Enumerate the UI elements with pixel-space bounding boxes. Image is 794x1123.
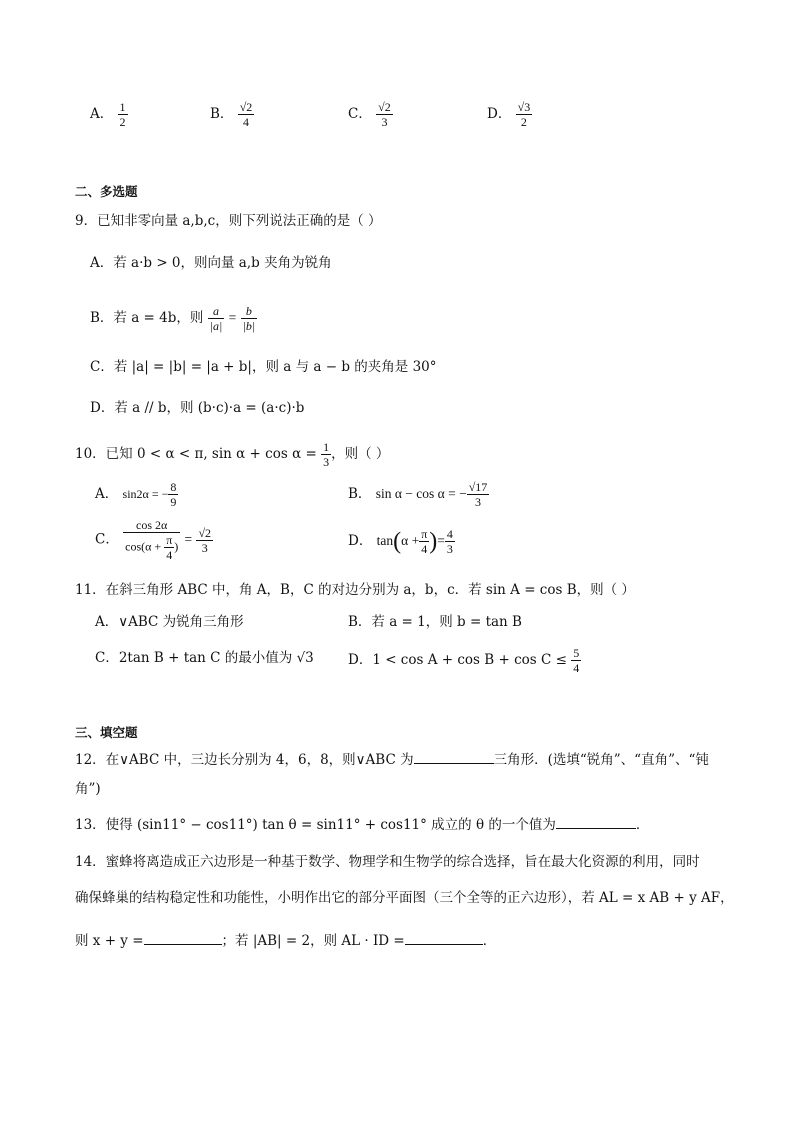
q11-option-b: B．若 a = 1，则 b = tan B: [348, 614, 522, 630]
q10-option-d: D． tan(α + $\frac{\pi}{4}$ )= $\frac{4}{3}$: [348, 527, 453, 556]
q9-option-c: C．若 |a| = |b| = |a + b|，则 a 与 a − b 的夹角是 30°: [90, 359, 437, 375]
q10-c-fraction-right: $\frac{√2}{3}$: [198, 525, 212, 555]
q8-option-c-fraction: $\frac{√2}{3}$: [378, 100, 391, 129]
q12-line1: 12．在∨ABC 中，三边长分别为 4，6，8，则∨ABC 为 三角形．(选填“锐角”、“直角”、“钝: [75, 749, 709, 770]
q8-option-b: B． $\frac{√2}{4}$: [210, 100, 253, 129]
q10-stem-fraction: $\frac{1}{3}$: [323, 440, 330, 469]
q8-option-c: C． $\frac{√2}{3}$: [348, 100, 391, 129]
q9-stem: 9．已知非零向量 a,b,c，则下列说法正确的是（ ）: [75, 213, 382, 229]
q9-option-a: A．若 a·b > 0，则向量 a,b 夹角为锐角: [90, 255, 332, 271]
q12-line2: 角”): [75, 781, 101, 797]
q13-line: 13．使得 (sin11° − cos11°) tan θ = sin11° + cos11° 成立的 θ 的一个值为 ．: [75, 814, 649, 835]
q9-option-d: D．若 a // b，则 (b·c)·a = (a·c)·b: [90, 400, 305, 416]
q10-stem: 10．已知 0 < α < π, sin α + cos α = $\frac{1}{3}$ ，则（ ）: [75, 440, 390, 469]
q9-option-b: B．若 a = 4b，则 $\frac{a}{|a|}$ = $\frac{b}{|b|}$: [90, 304, 256, 333]
q11-option-c: C．2tan B + tan C 的最小值为 √3: [95, 650, 314, 666]
q11-option-d: D．1 < cos A + cos B + cos C ≤ $\frac{5}{4}$: [348, 646, 580, 675]
q13-answer-blank[interactable]: [556, 814, 636, 829]
q8-option-d: D． $\frac{√3}{2}$: [487, 100, 531, 129]
section-heading-fill-in: 三、填空题: [75, 725, 138, 740]
q11-d-fraction: $\frac{5}{4}$: [573, 646, 580, 675]
q10-option-b: B． sin α − cos α = − $\frac{√17}{3}$: [348, 480, 488, 509]
q9-b-fraction-left: $\frac{a}{|a|}$: [209, 304, 223, 333]
q10-d-fraction-pi: $\frac{\pi}{4}$: [421, 527, 428, 556]
q11-stem: 11．在斜三角形 ABC 中，角 A，B，C 的对边分别为 a，b，c．若 sin A = cos B，则（ ）: [75, 582, 635, 598]
q8-option-b-fraction: $\frac{√2}{4}$: [239, 100, 253, 129]
q10-b-fraction: $\frac{√17}{3}$: [468, 480, 488, 509]
q8-option-a: A． $\frac{1}{2}$: [90, 100, 126, 129]
q8-option-a-fraction: $\frac{1}{2}$: [119, 100, 126, 129]
q14-line3: 则 x + y = ；若 |AB| = 2，则 AL · ID = ．: [75, 930, 496, 951]
q10-c-fraction-left: cos 2α cos(α + $\frac{\pi}{4}$ ): [125, 518, 179, 562]
q10-d-fraction-right: $\frac{4}{3}$: [446, 527, 453, 556]
q9-b-fraction-right: $\frac{b}{|b|}$: [242, 304, 256, 333]
q11-option-a: A．∨ABC 为锐角三角形: [95, 614, 244, 630]
q10-option-a: A． sin2α = − $\frac{8}{9}$: [95, 480, 177, 509]
q14-answer-blank-1[interactable]: [144, 930, 222, 945]
q10-a-fraction: $\frac{8}{9}$: [170, 480, 177, 509]
q8-option-d-fraction: $\frac{√3}{2}$: [517, 100, 531, 129]
q10-option-c: C． cos 2α cos(α + $\frac{\pi}{4}$ ) = $\frac{√2}{3}$: [95, 518, 212, 562]
q14-line1: 14．蜜蜂将离造成正六边形是一种基于数学、物理学和生物学的综合选择，旨在最大化资源的利用，同时: [75, 854, 700, 870]
section-heading-multiple-choice: 二、多选题: [75, 184, 138, 199]
q12-answer-blank[interactable]: [414, 749, 494, 764]
q14-line2: 确保蜂巢的结构稳定性和功能性，小明作出它的部分平面图（三个全等的正六边形），若 AL = x AB + y AF，: [75, 890, 734, 906]
q14-answer-blank-2[interactable]: [405, 930, 483, 945]
